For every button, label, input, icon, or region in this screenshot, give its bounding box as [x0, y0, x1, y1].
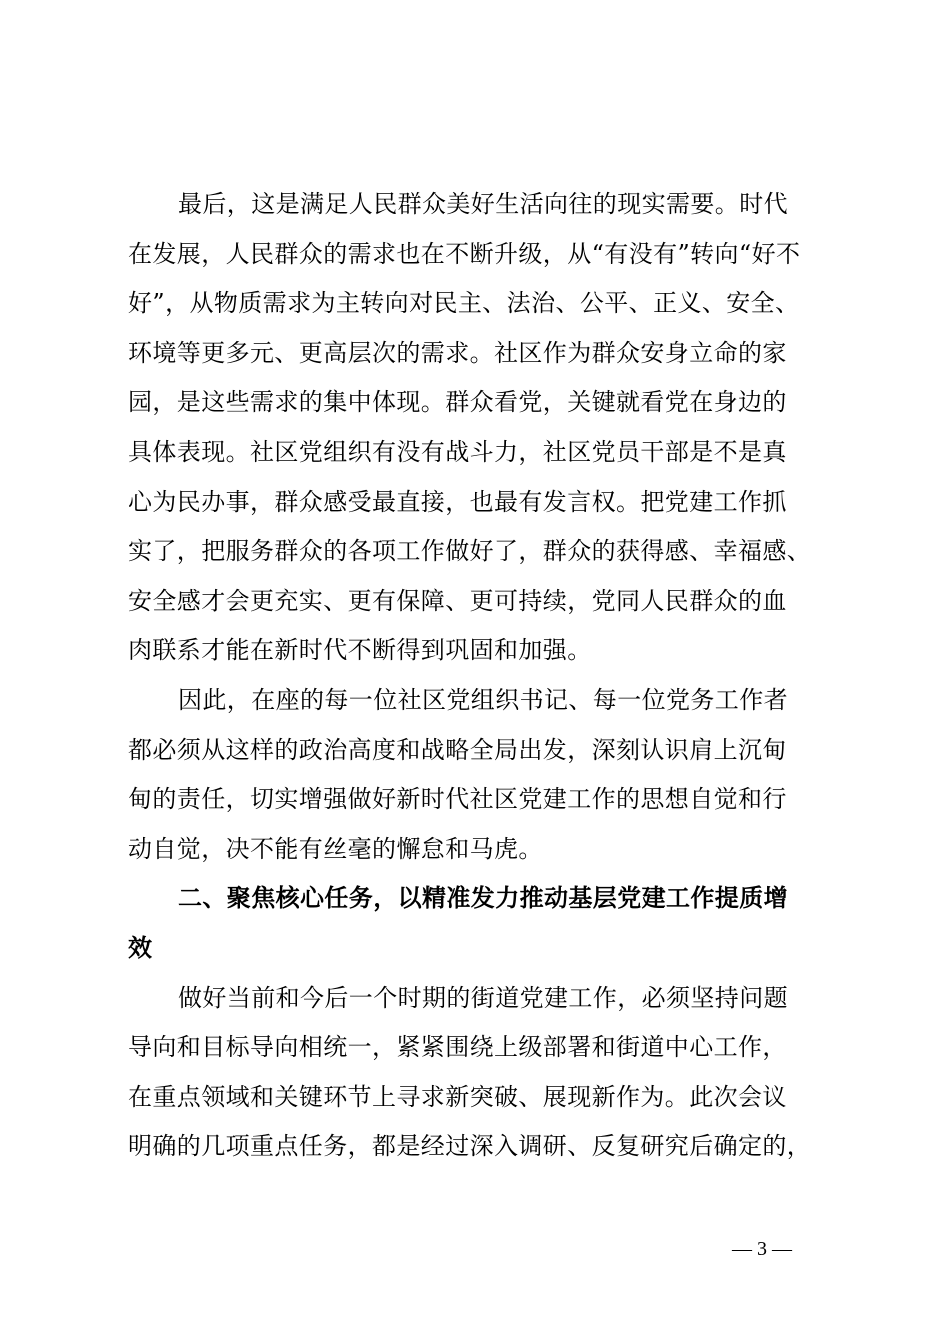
- text-line: 园，是这些需求的集中体现。群众看党，关键就看党在身边的: [128, 388, 787, 417]
- page-number: — 3 —: [732, 1238, 792, 1260]
- text-line: 导向和目标导向相统一，紧紧围绕上级部署和街道中心工作，: [128, 1033, 787, 1062]
- text-line: 肉联系才能在新时代不断得到巩固和加强。: [128, 636, 592, 665]
- document-body: [128, 180, 832, 1172]
- text-line: 在发展，人民群众的需求也在不断升级，从“有没有”转向“好不: [128, 239, 801, 268]
- text-line: 做好当前和今后一个时期的街道党建工作，必须坚持问题: [178, 983, 788, 1012]
- text-line: 心为民办事，群众感受最直接，也最有发言权。把党建工作抓: [128, 487, 787, 516]
- text-line: 实了，把服务群众的各项工作做好了，群众的获得感、幸福感、: [128, 537, 812, 566]
- text-line: 明确的几项重点任务，都是经过深入调研、反复研究后确定的，: [128, 1132, 812, 1161]
- text-line: 动自觉，决不能有丝毫的懈怠和马虎。: [128, 834, 543, 863]
- text-line: 安全感才会更充实、更有保障、更可持续，党同人民群众的血: [128, 586, 787, 615]
- text-line: 因此，在座的每一位社区党组织书记、每一位党务工作者: [178, 685, 788, 714]
- paragraph: [128, 676, 832, 874]
- text-line: 在重点领域和关键环节上寻求新突破、展现新作为。此次会议: [128, 1082, 787, 1111]
- text-line: 具体表现。社区党组织有没有战斗力，社区党员干部是不是真: [128, 437, 787, 466]
- paragraph: [128, 180, 832, 676]
- heading-line: 二、聚焦核心任务，以精准发力推动基层党建工作提质增: [178, 884, 788, 913]
- paragraph: [128, 974, 832, 1172]
- section-heading: [128, 874, 832, 973]
- text-line: 环境等更多元、更高层次的需求。社区作为群众安身立命的家: [128, 338, 787, 367]
- text-line: 好”，从物质需求为主转向对民主、法治、公平、正义、安全、: [128, 289, 800, 318]
- text-line: 都必须从这样的政治高度和战略全局出发，深刻认识肩上沉甸: [128, 735, 787, 764]
- text-line: 最后，这是满足人民群众美好生活向往的现实需要。时代: [178, 190, 788, 218]
- text-line: 甸的责任，切实增强做好新时代社区党建工作的思想自觉和行: [128, 785, 787, 814]
- heading-line: 效: [128, 933, 153, 962]
